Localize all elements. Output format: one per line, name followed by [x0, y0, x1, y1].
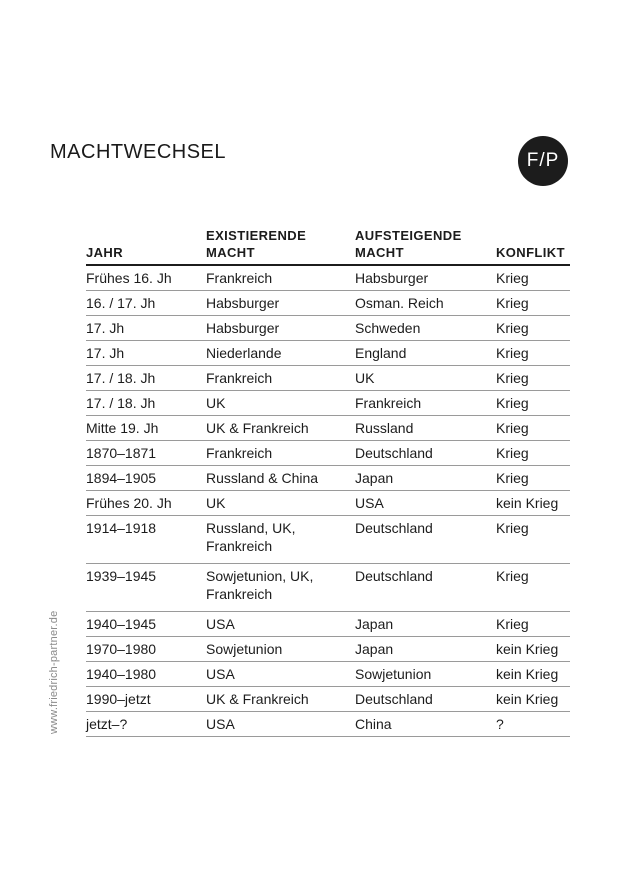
cell-existing-power: Russland, UK, Frankreich — [206, 516, 355, 564]
cell-conflict: Krieg — [496, 416, 570, 441]
cell-existing-power: Frankreich — [206, 441, 355, 466]
table-header-row — [86, 227, 570, 265]
cell-conflict: kein Krieg — [496, 637, 570, 662]
table-row — [86, 687, 570, 712]
cell-existing-power: Habsburger — [206, 291, 355, 316]
cell-year: 1894–1905 — [86, 466, 206, 491]
cell-conflict: Krieg — [496, 265, 570, 291]
power-transition-table — [86, 227, 570, 737]
cell-rising-power: Frankreich — [355, 391, 496, 416]
cell-year: 1870–1871 — [86, 441, 206, 466]
cell-conflict: kein Krieg — [496, 662, 570, 687]
fp-logo: F/P — [518, 136, 568, 186]
cell-year: 1914–1918 — [86, 516, 206, 564]
cell-existing-power: UK & Frankreich — [206, 416, 355, 441]
cell-conflict: kein Krieg — [496, 687, 570, 712]
cell-rising-power: China — [355, 712, 496, 737]
website-url: www.friedrich-partner.de — [48, 610, 60, 734]
cell-rising-power: Japan — [355, 466, 496, 491]
cell-conflict: Krieg — [496, 316, 570, 341]
cell-existing-power: Sowjetunion — [206, 637, 355, 662]
cell-year: Mitte 19. Jh — [86, 416, 206, 441]
cell-existing-power: Niederlande — [206, 341, 355, 366]
table-row — [86, 564, 570, 612]
cell-rising-power: Deutschland — [355, 564, 496, 612]
cell-year: 17. / 18. Jh — [86, 366, 206, 391]
cell-year: 1970–1980 — [86, 637, 206, 662]
table-row — [86, 662, 570, 687]
cell-existing-power: USA — [206, 712, 355, 737]
table-row — [86, 291, 570, 316]
page-title: MACHTWECHSEL — [50, 141, 227, 163]
cell-existing-power: UK & Frankreich — [206, 687, 355, 712]
table-row — [86, 466, 570, 491]
cell-conflict: Krieg — [496, 564, 570, 612]
cell-rising-power: Schweden — [355, 316, 496, 341]
cell-year: 1990–jetzt — [86, 687, 206, 712]
cell-rising-power: Russland — [355, 416, 496, 441]
header-year: JAHR — [86, 227, 206, 265]
cell-conflict: Krieg — [496, 466, 570, 491]
cell-rising-power: England — [355, 341, 496, 366]
table-row — [86, 712, 570, 737]
cell-conflict: kein Krieg — [496, 491, 570, 516]
cell-conflict: Krieg — [496, 612, 570, 637]
table-row — [86, 441, 570, 466]
cell-conflict: Krieg — [496, 291, 570, 316]
cell-existing-power: Sowjetunion, UK, Frankreich — [206, 564, 355, 612]
table-row — [86, 366, 570, 391]
table-row — [86, 416, 570, 441]
cell-rising-power: Deutschland — [355, 441, 496, 466]
header-existing-power: EXISTIERENDE MACHT — [206, 227, 355, 265]
cell-existing-power: Frankreich — [206, 265, 355, 291]
cell-year: 16. / 17. Jh — [86, 291, 206, 316]
cell-year: jetzt–? — [86, 712, 206, 737]
cell-existing-power: Habsburger — [206, 316, 355, 341]
cell-year: 17. Jh — [86, 316, 206, 341]
header-conflict: KONFLIKT — [496, 227, 570, 265]
cell-existing-power: USA — [206, 612, 355, 637]
cell-rising-power: UK — [355, 366, 496, 391]
cell-conflict: Krieg — [496, 341, 570, 366]
cell-existing-power: USA — [206, 662, 355, 687]
cell-existing-power: Frankreich — [206, 366, 355, 391]
table-row — [86, 316, 570, 341]
cell-year: Frühes 16. Jh — [86, 265, 206, 291]
cell-year: Frühes 20. Jh — [86, 491, 206, 516]
header-rising-power: AUFSTEIGENDE MACHT — [355, 227, 496, 265]
cell-year: 1940–1945 — [86, 612, 206, 637]
table-row — [86, 491, 570, 516]
cell-existing-power: Russland & China — [206, 466, 355, 491]
table-row — [86, 265, 570, 291]
cell-rising-power: Sowjetunion — [355, 662, 496, 687]
cell-rising-power: Deutschland — [355, 516, 496, 564]
cell-rising-power: Deutschland — [355, 687, 496, 712]
cell-rising-power: Habsburger — [355, 265, 496, 291]
cell-conflict: ? — [496, 712, 570, 737]
cell-conflict: Krieg — [496, 391, 570, 416]
cell-year: 1939–1945 — [86, 564, 206, 612]
cell-year: 1940–1980 — [86, 662, 206, 687]
table-row — [86, 391, 570, 416]
table-row — [86, 612, 570, 637]
cell-rising-power: Osman. Reich — [355, 291, 496, 316]
cell-existing-power: UK — [206, 491, 355, 516]
cell-rising-power: USA — [355, 491, 496, 516]
cell-conflict: Krieg — [496, 516, 570, 564]
cell-rising-power: Japan — [355, 637, 496, 662]
cell-year: 17. / 18. Jh — [86, 391, 206, 416]
cell-conflict: Krieg — [496, 366, 570, 391]
cell-year: 17. Jh — [86, 341, 206, 366]
cell-conflict: Krieg — [496, 441, 570, 466]
cell-rising-power: Japan — [355, 612, 496, 637]
table-row — [86, 341, 570, 366]
table-row — [86, 637, 570, 662]
cell-existing-power: UK — [206, 391, 355, 416]
table-row — [86, 516, 570, 564]
